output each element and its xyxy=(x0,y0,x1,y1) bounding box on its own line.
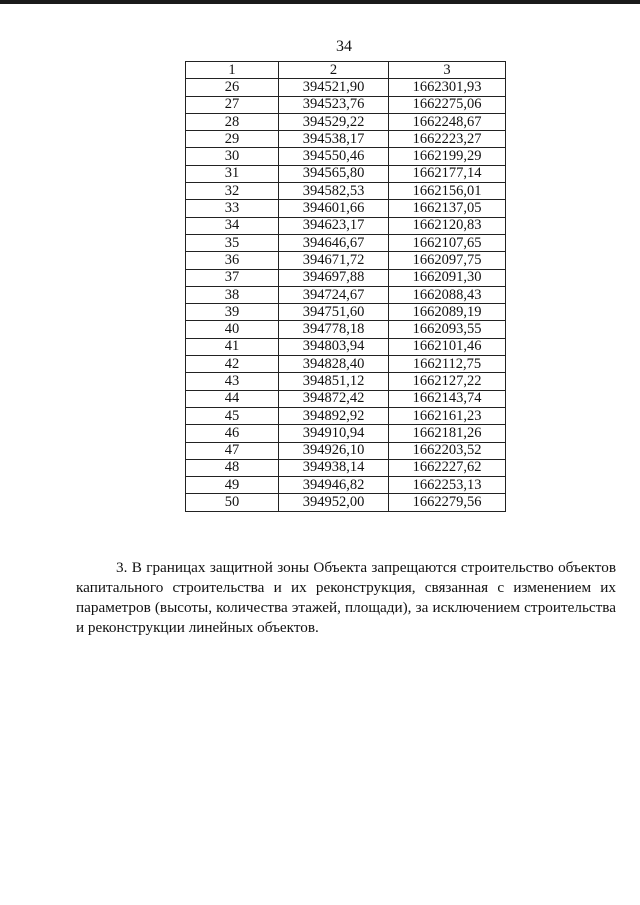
x-coordinate-cell: 394529,22 xyxy=(279,113,389,130)
scan-top-edge xyxy=(0,0,640,4)
x-coordinate-cell: 394623,17 xyxy=(279,217,389,234)
point-number-cell: 27 xyxy=(186,96,279,113)
y-coordinate-cell: 1662203,52 xyxy=(389,442,506,459)
table-row xyxy=(186,200,506,217)
y-coordinate-cell: 1662301,93 xyxy=(389,79,506,96)
y-coordinate-cell: 1662137,05 xyxy=(389,200,506,217)
point-number-cell: 45 xyxy=(186,407,279,424)
table-row xyxy=(186,96,506,113)
point-number-cell: 48 xyxy=(186,459,279,476)
table-body xyxy=(186,79,506,511)
table-row xyxy=(186,252,506,269)
point-number-cell: 37 xyxy=(186,269,279,286)
point-number-cell: 35 xyxy=(186,234,279,251)
table-row xyxy=(186,304,506,321)
column-header: 2 xyxy=(279,62,389,79)
point-number-cell: 28 xyxy=(186,113,279,130)
table-row xyxy=(186,459,506,476)
page-number: 34 xyxy=(336,38,352,55)
y-coordinate-cell: 1662101,46 xyxy=(389,338,506,355)
x-coordinate-cell: 394872,42 xyxy=(279,390,389,407)
table-row xyxy=(186,356,506,373)
y-coordinate-cell: 1662223,27 xyxy=(389,131,506,148)
y-coordinate-cell: 1662181,26 xyxy=(389,425,506,442)
x-coordinate-cell: 394697,88 xyxy=(279,269,389,286)
x-coordinate-cell: 394926,10 xyxy=(279,442,389,459)
y-coordinate-cell: 1662107,65 xyxy=(389,234,506,251)
y-coordinate-cell: 1662156,01 xyxy=(389,183,506,200)
y-coordinate-cell: 1662088,43 xyxy=(389,286,506,303)
table-row xyxy=(186,477,506,494)
table-row xyxy=(186,425,506,442)
x-coordinate-cell: 394523,76 xyxy=(279,96,389,113)
y-coordinate-cell: 1662120,83 xyxy=(389,217,506,234)
point-number-cell: 39 xyxy=(186,304,279,321)
column-header: 3 xyxy=(389,62,506,79)
y-coordinate-cell: 1662253,13 xyxy=(389,477,506,494)
table-row xyxy=(186,442,506,459)
y-coordinate-cell: 1662093,55 xyxy=(389,321,506,338)
x-coordinate-cell: 394550,46 xyxy=(279,148,389,165)
table-row xyxy=(186,234,506,251)
table-row xyxy=(186,494,506,511)
x-coordinate-cell: 394910,94 xyxy=(279,425,389,442)
point-number-cell: 26 xyxy=(186,79,279,96)
table-row xyxy=(186,183,506,200)
x-coordinate-cell: 394946,82 xyxy=(279,477,389,494)
table-row xyxy=(186,165,506,182)
x-coordinate-cell: 394778,18 xyxy=(279,321,389,338)
point-number-cell: 38 xyxy=(186,286,279,303)
point-number-cell: 34 xyxy=(186,217,279,234)
y-coordinate-cell: 1662199,29 xyxy=(389,148,506,165)
y-coordinate-cell: 1662089,19 xyxy=(389,304,506,321)
point-number-cell: 33 xyxy=(186,200,279,217)
x-coordinate-cell: 394803,94 xyxy=(279,338,389,355)
table-row xyxy=(186,321,506,338)
x-coordinate-cell: 394751,60 xyxy=(279,304,389,321)
point-number-cell: 42 xyxy=(186,356,279,373)
table-row xyxy=(186,79,506,96)
table-row xyxy=(186,373,506,390)
table-row xyxy=(186,148,506,165)
x-coordinate-cell: 394892,92 xyxy=(279,407,389,424)
coordinates-table xyxy=(185,61,506,512)
y-coordinate-cell: 1662248,67 xyxy=(389,113,506,130)
point-number-cell: 30 xyxy=(186,148,279,165)
y-coordinate-cell: 1662161,23 xyxy=(389,407,506,424)
point-number-cell: 44 xyxy=(186,390,279,407)
x-coordinate-cell: 394538,17 xyxy=(279,131,389,148)
point-number-cell: 46 xyxy=(186,425,279,442)
y-coordinate-cell: 1662227,62 xyxy=(389,459,506,476)
point-number-cell: 31 xyxy=(186,165,279,182)
y-coordinate-cell: 1662143,74 xyxy=(389,390,506,407)
x-coordinate-cell: 394646,67 xyxy=(279,234,389,251)
x-coordinate-cell: 394724,67 xyxy=(279,286,389,303)
y-coordinate-cell: 1662097,75 xyxy=(389,252,506,269)
x-coordinate-cell: 394582,53 xyxy=(279,183,389,200)
point-number-cell: 50 xyxy=(186,494,279,511)
point-number-cell: 43 xyxy=(186,373,279,390)
point-number-cell: 49 xyxy=(186,477,279,494)
y-coordinate-cell: 1662275,06 xyxy=(389,96,506,113)
x-coordinate-cell: 394952,00 xyxy=(279,494,389,511)
x-coordinate-cell: 394828,40 xyxy=(279,356,389,373)
table-row xyxy=(186,131,506,148)
y-coordinate-cell: 1662112,75 xyxy=(389,356,506,373)
y-coordinate-cell: 1662177,14 xyxy=(389,165,506,182)
point-number-cell: 29 xyxy=(186,131,279,148)
x-coordinate-cell: 394601,66 xyxy=(279,200,389,217)
x-coordinate-cell: 394521,90 xyxy=(279,79,389,96)
table-row xyxy=(186,338,506,355)
table-header-row xyxy=(186,62,506,79)
table-row xyxy=(186,217,506,234)
y-coordinate-cell: 1662279,56 xyxy=(389,494,506,511)
point-number-cell: 36 xyxy=(186,252,279,269)
point-number-cell: 47 xyxy=(186,442,279,459)
paragraph-3: 3. В границах защитной зоны Объекта запрещаются строительство объектов капитального строительства и их реконструкция, связанная с изменением их параметров (высоты, количества этажей, площади), за исключением строительства и реконструкции линейных объектов. xyxy=(76,559,616,637)
table-row xyxy=(186,286,506,303)
table-row xyxy=(186,113,506,130)
x-coordinate-cell: 394938,14 xyxy=(279,459,389,476)
point-number-cell: 40 xyxy=(186,321,279,338)
x-coordinate-cell: 394851,12 xyxy=(279,373,389,390)
x-coordinate-cell: 394565,80 xyxy=(279,165,389,182)
column-header: 1 xyxy=(186,62,279,79)
y-coordinate-cell: 1662127,22 xyxy=(389,373,506,390)
point-number-cell: 41 xyxy=(186,338,279,355)
table-row xyxy=(186,269,506,286)
x-coordinate-cell: 394671,72 xyxy=(279,252,389,269)
table-row xyxy=(186,390,506,407)
point-number-cell: 32 xyxy=(186,183,279,200)
table-row xyxy=(186,407,506,424)
y-coordinate-cell: 1662091,30 xyxy=(389,269,506,286)
